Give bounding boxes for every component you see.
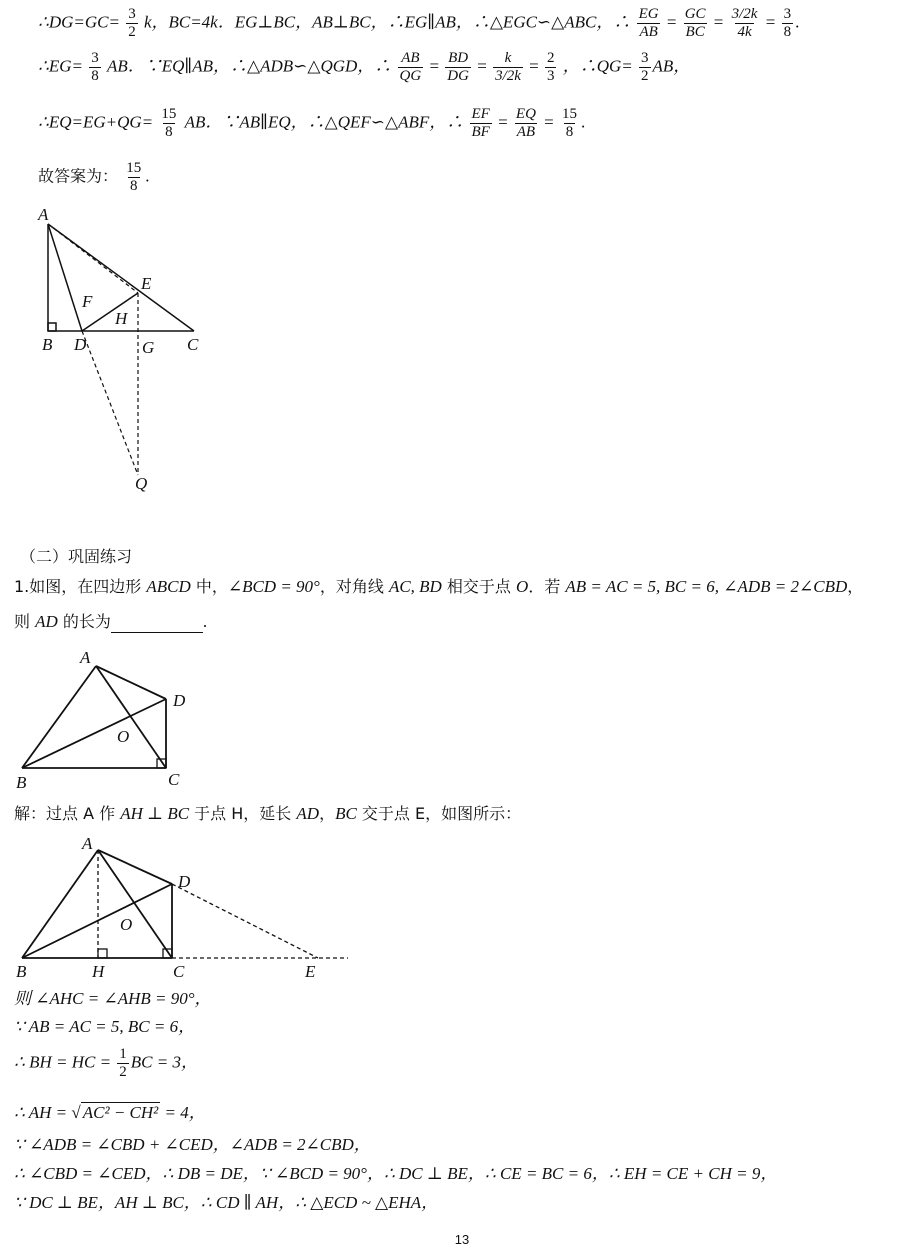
label-A: A [82, 834, 93, 853]
fraction: $\frac{1}{2}$ [119, 1046, 127, 1080]
fraction: $\frac{AB}{QG}$ [399, 50, 422, 84]
text: ∴DG=GC= [38, 12, 120, 32]
solution-step-7: ∵ DC ⊥ BE，AH ⊥ BC，∴ CD ∥ AH，∴ △ECD ~ △EHA， [14, 1193, 439, 1212]
label-O: O [120, 915, 133, 934]
fraction: $\frac{15}{8}$ [161, 106, 177, 140]
fraction: $\frac{EG}{AB}$ [638, 6, 659, 40]
solution-step-5: ∵ ∠ADB = ∠CBD + ∠CED，∠ADB = 2∠CBD， [14, 1135, 371, 1154]
label-C: C [168, 770, 180, 789]
text: ∴EG= [38, 56, 83, 76]
label-D: D [178, 872, 191, 891]
label-Q: Q [135, 474, 148, 493]
fraction: $\frac{3}{8}$ [783, 6, 792, 40]
text: ∴EQ=EG+QG= [38, 112, 154, 132]
fraction: $\frac{3}{8}$ [91, 50, 99, 84]
solution-intro: 解：过点 A 作 AH ⊥ BC 于点 H，延长 AD，BC 交于点 E，如图所示： [14, 804, 522, 823]
solution-step-3: ∴ BH = HC = $\frac{1}{2}$ BC = 3， [14, 1046, 198, 1080]
label-A: A [80, 648, 91, 667]
fraction: $\frac{3}{2}$ [128, 6, 136, 40]
text: AB．∵EQ∥AB，∴△ADB∽△QGD，∴ [106, 56, 392, 76]
fraction: $\frac{EQ}{AB}$ [515, 106, 536, 140]
label-B: B [16, 773, 27, 792]
text: ，∴QG= [562, 56, 633, 76]
fraction: $\frac{15}{8}$ [562, 106, 578, 140]
label-H: H [92, 962, 105, 981]
fraction: $\frac{3}{2}$ [641, 50, 649, 84]
solution-step-4: ∴ AH = √ AC² − CH² = 4， [14, 1103, 206, 1122]
label-F: F [82, 292, 93, 311]
solution-step-2: ∵ AB = AC = 5, BC = 6， [14, 1017, 196, 1036]
solution-step-1: 则 ∠AHC = ∠AHB = 90°， [14, 989, 212, 1008]
geometry-figure-1 [28, 200, 228, 500]
text: k，BC=4k．EG⊥BC，AB⊥BC，∴EG∥AB，∴△EGC∽△ABC，∴ [143, 12, 631, 32]
label-D: D [173, 691, 186, 710]
fraction: $\frac{2}{3}$ [546, 50, 555, 84]
solution-line-1: ∴DG=GC= $\frac{3}{2}$ k，BC=4k．EG⊥BC，AB⊥BC，∴EG∥AB，∴△EGC∽△ABC，∴ $\frac{EG}{AB}$ = $\frac{GC}{BC}$ = $\frac{3/2k}{4k}$ = $\frac{3}{8}$ . [38, 6, 800, 40]
label-G: G [142, 338, 155, 357]
answer-fraction: $\frac{15}{8}$ [126, 160, 142, 194]
text: AB．∵AB∥EQ，∴△QEF∽△ABF，∴ [184, 112, 464, 132]
answer-line: 故答案为： $\frac{15}{8}$ . [38, 160, 150, 194]
label-E: E [305, 962, 316, 981]
label-B: B [16, 962, 27, 981]
solution-line-3: ∴EQ=EG+QG= $\frac{15}{8}$ AB．∵AB∥EQ，∴△QEF∽△ABF，∴ $\frac{EF}{BF}$ = $\frac{EQ}{AB}$ = $\frac{15}{8}$ . [38, 106, 586, 140]
fraction: $\frac{BD}{DG}$ [447, 50, 469, 84]
problem-1-line-2: 则 AD 的长为 . [14, 612, 208, 631]
answer-blank [111, 614, 203, 633]
geometry-figure-2 [10, 646, 210, 796]
fraction: $\frac{3/2k}{4k}$ [731, 6, 758, 40]
label-C: C [173, 962, 185, 981]
answer-label: 故答案为： [38, 166, 119, 186]
geometry-figure-3 [10, 832, 360, 982]
solution-step-6: ∴ ∠CBD = ∠CED，∴ DB = DE，∵ ∠BCD = 90°，∴ DC ⊥ BE，∴ CE = BC = 6，∴ EH = CE + CH = 9， [14, 1164, 778, 1183]
label-O: O [117, 727, 130, 746]
page-number: 13 [454, 1232, 470, 1247]
section-title: （二）巩固练习 [20, 547, 133, 566]
label-E: E [141, 274, 152, 293]
label-B: B [42, 335, 53, 354]
label-C: C [187, 335, 199, 354]
fraction: $\frac{EF}{BF}$ [471, 106, 490, 140]
sqrt-sign: √ [71, 1103, 81, 1122]
label-D: D [74, 335, 87, 354]
label-H: H [115, 309, 128, 328]
problem-1-line-1: 1.如图，在四边形 ABCD 中，∠BCD = 90°，对角线 AC, BD 相交于点 O．若 AB = AC = 5, BC = 6, ∠ADB = 2∠CBD， [14, 577, 864, 596]
fraction: $\frac{GC}{BC}$ [684, 6, 706, 40]
solution-line-2: ∴EG= $\frac{3}{8}$ AB．∵EQ∥AB，∴△ADB∽△QGD，∴ $\frac{AB}{QG}$ = $\frac{BD}{DG}$ = $\frac{k}{3/2k}$ = $\frac{2}{3}$ ，∴QG= $\frac{3}{2}$ AB， [38, 50, 691, 84]
label-A: A [38, 205, 49, 224]
fraction: $\frac{k}{3/2k}$ [495, 50, 521, 84]
